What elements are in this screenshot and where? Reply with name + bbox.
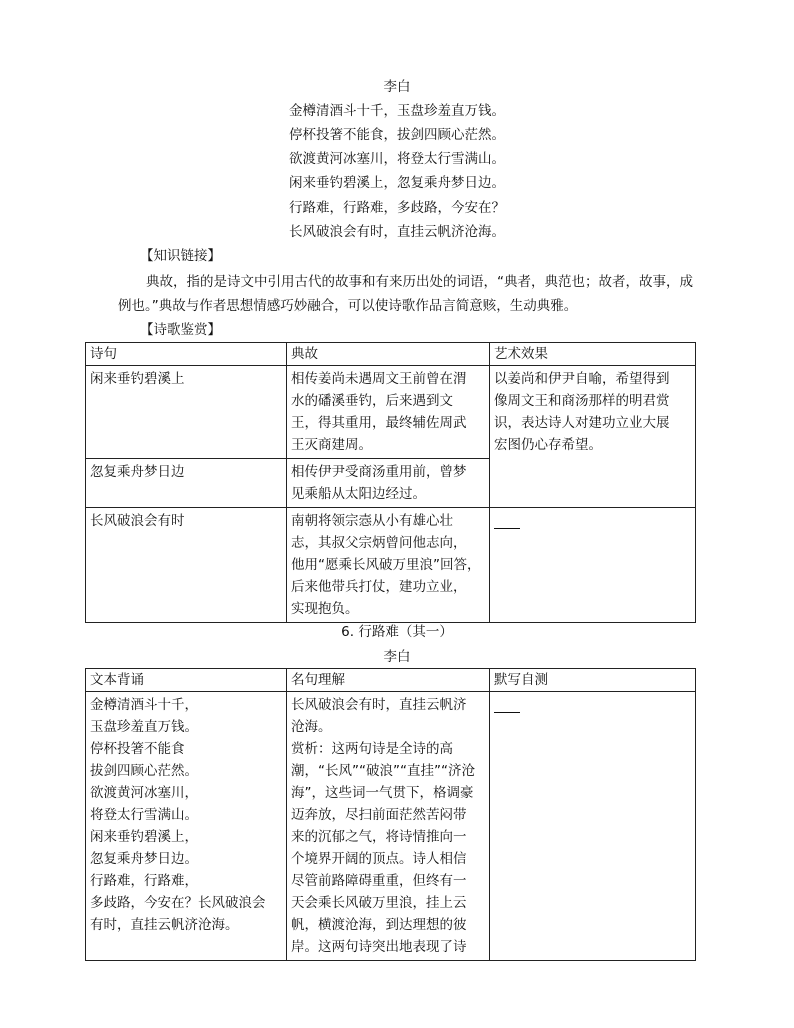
recite-line: 有时，直挂云帆济沧海。 bbox=[90, 917, 239, 933]
knowledge-text-2: 例也。”典故与作者思想情感巧妙融合，可以使诗歌作品言简意赅，生动典雅。 bbox=[118, 298, 578, 314]
understand-line: 赏析：这两句诗是全诗的高 bbox=[291, 741, 453, 757]
allusion-line: 水的磻溪垂钓，后来遇到文 bbox=[291, 393, 453, 409]
poem1-line-3: 欲渡黄河冰塞川，将登太行雪满山。 bbox=[289, 151, 505, 167]
allusion-line: 相传姜尚未遇周文王前曾在渭 bbox=[291, 371, 467, 387]
understand-line: 岸。这两句诗突出地表现了诗 bbox=[291, 939, 467, 955]
section6-title: 6. 行路难（其一） bbox=[341, 624, 453, 640]
section6-table bbox=[85, 668, 696, 961]
understand-line: 潮，“长风”“破浪”“直挂”“济沧 bbox=[291, 763, 475, 779]
knowledge-heading: 【知识链接】 bbox=[140, 248, 221, 264]
understand-line: 尽管前路障碍重重，但终有一 bbox=[291, 873, 467, 889]
understand-line: 迈奔放，尽扫前面茫然苦闷带 bbox=[291, 807, 467, 823]
header-effect: 艺术效果 bbox=[490, 343, 696, 366]
table-row bbox=[86, 366, 696, 459]
allusion-line: 见乘船从太阳边经过。 bbox=[291, 486, 426, 502]
recite-line: 金樽清酒斗十千， bbox=[90, 697, 198, 713]
effect-line: 像周文王和商汤那样的明君赏 bbox=[494, 393, 670, 409]
understand-line: 长风破浪会有时，直挂云帆济 bbox=[291, 697, 467, 713]
allusion-line: 王，得其重用，最终辅佐周武 bbox=[291, 415, 467, 431]
understand-line: 个境界开阔的顶点。诗人相信 bbox=[291, 851, 467, 867]
section6-header-row bbox=[86, 669, 696, 692]
table-row bbox=[86, 692, 696, 961]
effect-line: 宏图仍心存希望。 bbox=[494, 437, 602, 453]
understand-line: 帆，横渡沧海，到达理想的彼 bbox=[291, 917, 467, 933]
poem1-line-2: 停杯投箸不能食，拔剑四顾心茫然。 bbox=[289, 127, 505, 143]
recite-line: 忽复乘舟梦日边。 bbox=[90, 851, 198, 867]
verse-cell: 长风破浪会有时 bbox=[86, 508, 287, 623]
section6-author: 李白 bbox=[383, 649, 411, 665]
poem1-author: 李白 bbox=[383, 79, 411, 95]
header-verse: 诗句 bbox=[86, 343, 287, 366]
allusion-line: 相传伊尹受商汤重用前，曾梦 bbox=[291, 464, 467, 480]
header-self-test: 默写自测 bbox=[490, 669, 696, 692]
allusion-line: 后来他带兵打仗，建功立业， bbox=[291, 579, 467, 595]
effect-merged-cell bbox=[490, 366, 696, 508]
table-row bbox=[86, 508, 696, 623]
header-understand: 名句理解 bbox=[287, 669, 490, 692]
poem1-line-4: 闲来垂钓碧溪上，忽复乘舟梦日边。 bbox=[289, 175, 505, 191]
understand-line: 天会乘长风破万里浪，挂上云 bbox=[291, 895, 467, 911]
appreciation-header-row bbox=[86, 343, 696, 366]
poem1-line-6: 长风破浪会有时，直挂云帆济沧海。 bbox=[289, 224, 505, 240]
allusion-line: 王灭商建周。 bbox=[291, 437, 372, 453]
header-allusion: 典故 bbox=[287, 343, 490, 366]
answer-blank[interactable] bbox=[494, 514, 520, 529]
allusion-cell bbox=[287, 459, 490, 508]
poem1-line-5: 行路难，行路难，多歧路，今安在？ bbox=[289, 200, 505, 216]
recite-line: 欲渡黄河冰塞川， bbox=[90, 785, 198, 801]
recite-line: 拔剑四顾心茫然。 bbox=[90, 763, 198, 779]
appreciation-table bbox=[85, 342, 696, 623]
appreciation-heading: 【诗歌鉴赏】 bbox=[140, 322, 221, 338]
verse-cell: 忽复乘舟梦日边 bbox=[86, 459, 287, 508]
allusion-line: 他用“愿乘长风破万里浪”回答， bbox=[291, 557, 481, 573]
allusion-cell bbox=[287, 508, 490, 623]
self-test-cell[interactable] bbox=[490, 692, 696, 961]
recite-line: 玉盘珍羞直万钱。 bbox=[90, 719, 198, 735]
effect-line: 以姜尚和伊尹自喻，希望得到 bbox=[494, 371, 670, 387]
effect-line: 识，表达诗人对建功立业大展 bbox=[494, 415, 670, 431]
allusion-line: 南朝将领宗悫从小有雄心壮 bbox=[291, 513, 453, 529]
knowledge-text-1: 典故，指的是诗文中引用古代的故事和有来历出处的词语，“典者，典范也；故者，故事，成 bbox=[146, 274, 693, 290]
recite-cell bbox=[86, 692, 287, 961]
understand-line: 来的沉郁之气，将诗情推向一 bbox=[291, 829, 467, 845]
understand-cell bbox=[287, 692, 490, 961]
verse-cell: 闲来垂钓碧溪上 bbox=[86, 366, 287, 459]
recite-line: 将登太行雪满山。 bbox=[90, 807, 198, 823]
recite-line: 行路难，行路难， bbox=[90, 873, 198, 889]
answer-blank[interactable] bbox=[494, 698, 520, 713]
recite-line: 闲来垂钓碧溪上， bbox=[90, 829, 198, 845]
poem1-line-1: 金樽清酒斗十千，玉盘珍羞直万钱。 bbox=[289, 103, 505, 119]
allusion-line: 实现抱负。 bbox=[291, 601, 359, 617]
effect-answer-cell[interactable] bbox=[490, 508, 696, 623]
understand-line: 海”，这些词一气贯下，格调豪 bbox=[291, 785, 474, 801]
header-recite: 文本背诵 bbox=[86, 669, 287, 692]
recite-line: 停杯投箸不能食 bbox=[90, 741, 185, 757]
allusion-cell bbox=[287, 366, 490, 459]
understand-line: 沧海。 bbox=[291, 719, 332, 735]
allusion-line: 志，其叔父宗炳曾问他志向， bbox=[291, 535, 467, 551]
recite-line: 多歧路，今安在？长风破浪会 bbox=[90, 895, 266, 911]
